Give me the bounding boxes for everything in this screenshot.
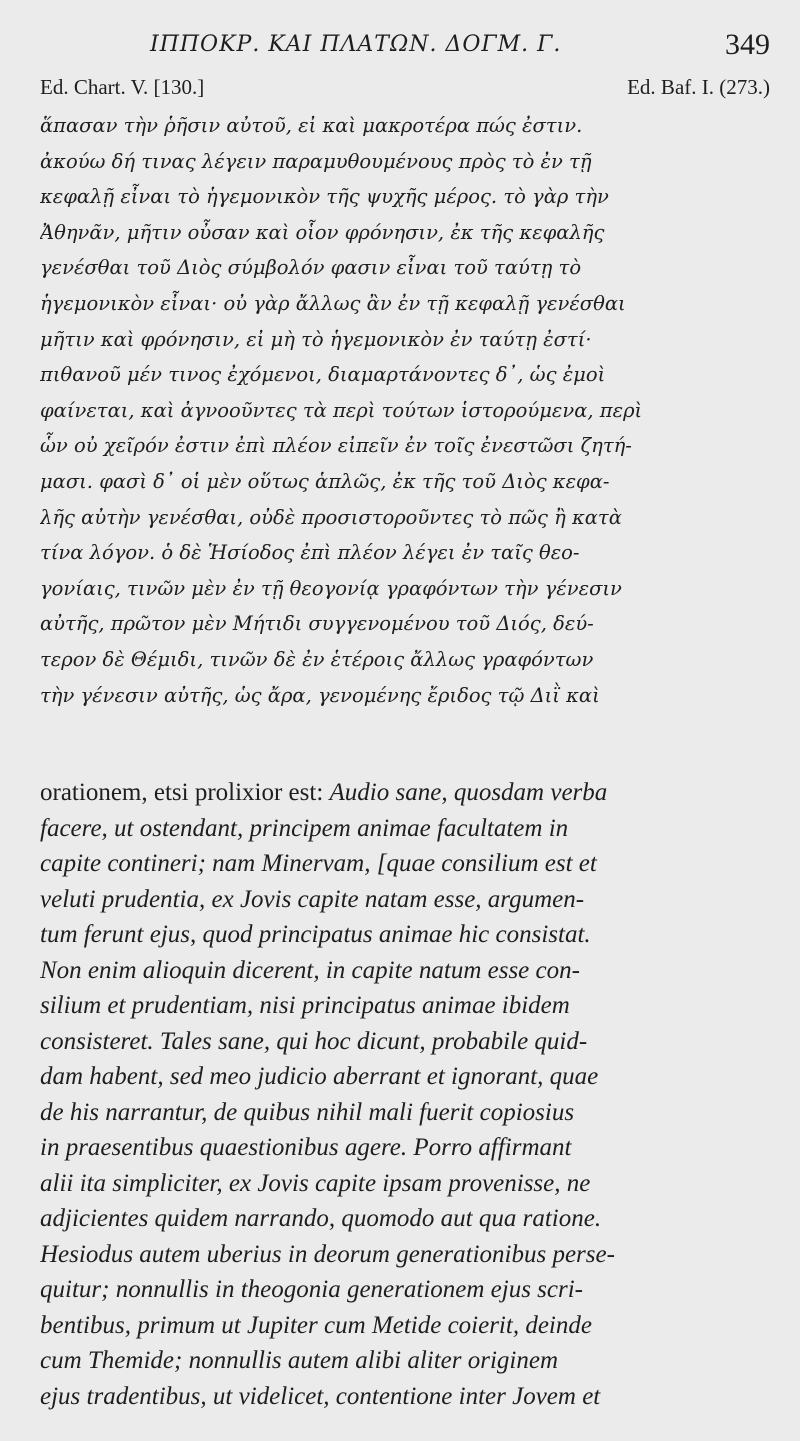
- greek-line: φαίνεται, καὶ ἀγνοοῦντες τὰ περὶ τούτων ἱστορούμενα, περὶ: [40, 398, 643, 422]
- page-number: 349: [725, 28, 770, 61]
- edition-reference-left: Ed. Chart. V. [130.]: [40, 75, 205, 99]
- greek-line: αὐτῆς, πρῶτον μὲν Μήτιδι συγγενομένου τοῦ Διός, δεύ-: [40, 612, 594, 636]
- greek-line: ἀκούω δή τινας λέγειν παραμυθουμένους πρὸς τὸ ἐν τῇ: [40, 149, 592, 173]
- latin-line: consisteret. Tales sane, qui hoc dicunt, probabile quid-: [40, 1027, 588, 1055]
- latin-line: bentibus, primum ut Jupiter cum Metide coierit, deinde: [40, 1311, 592, 1339]
- latin-line: capite contineri; nam Minervam, [quae consilium est et: [40, 850, 597, 877]
- greek-text-block: [40, 108, 770, 713]
- latin-line: silium et prudentiam, nisi principatus animae ibidem: [40, 992, 570, 1019]
- running-title: ΙΠΠΟΚΡ. ΚΑΙ ΠΛΑΤΩΝ. ΔΟΓΜ. Γ.: [150, 32, 562, 57]
- greek-line: γονίαις, τινῶν μὲν ἐν τῇ θεογονίᾳ γραφόντων τὴν γένεσιν: [40, 576, 622, 600]
- greek-line: ὧν οὐ χεῖρόν ἐστιν ἐπὶ πλέον εἰπεῖν ἐν τοῖς ἐνεστῶσι ζητή-: [40, 434, 632, 458]
- edition-reference-right: Ed. Baf. I. (273.): [627, 75, 770, 99]
- greek-line: ἡγεμονικὸν εἶναι· οὐ γὰρ ἄλλως ἂν ἐν τῇ κεφαλῇ γενέσθαι: [40, 291, 626, 315]
- greek-line: ἅπασαν τὴν ῥῆσιν αὐτοῦ, εἰ καὶ μακροτέρα πώς ἐστιν.: [40, 114, 583, 137]
- greek-line: μῆτιν καὶ φρόνησιν, εἰ μὴ τὸ ἡγεμονικὸν ἐν ταύτῃ ἐστί·: [40, 327, 592, 351]
- greek-line: λῆς αὐτὴν γενέσθαι, οὐδὲ προσιστοροῦντες τὸ πῶς ἢ κατὰ: [40, 505, 622, 529]
- latin-first-line: [40, 775, 772, 811]
- latin-line: veluti prudentia, ex Jovis capite natam esse, argumen-: [40, 885, 585, 913]
- latin-line: dam habent, sed meo judicio aberrant et ignorant, quae: [40, 1063, 599, 1090]
- latin-line: in praesentibus quaestionibus agere. Porro affirmant: [40, 1134, 572, 1161]
- greek-line: Ἀθηνᾶν, μῆτιν οὖσαν καὶ οἷον φρόνησιν, ἐκ τῆς κεφαλῆς: [40, 220, 605, 244]
- latin-line: ejus tradentibus, ut videlicet, contentione inter Jovem et: [40, 1382, 601, 1410]
- latin-line: cum Themide; nonnullis autem alibi aliter originem: [40, 1347, 559, 1374]
- page-header: [40, 22, 770, 72]
- latin-line: Hesiodus autem uberius in deorum generationibus perse-: [40, 1240, 615, 1268]
- greek-line: κεφαλῇ εἶναι τὸ ἡγεμονικὸν τῆς ψυχῆς μέρος. τὸ γὰρ τὴν: [40, 185, 609, 209]
- greek-line: τερον δὲ Θέμιδι, τινῶν δὲ ἐν ἑτέροις ἄλλως γραφόντων: [40, 647, 594, 671]
- greek-line: τίνα λόγον. ὁ δὲ Ἡσίοδος ἐπὶ πλέον λέγει ἐν ταῖς θεο-: [40, 541, 580, 565]
- latin-line: adjicientes quidem narrando, quomodo aut qua ratione.: [40, 1205, 602, 1232]
- latin-line: alii ita simpliciter, ex Jovis capite ipsam provenisse, ne: [40, 1169, 591, 1197]
- greek-line: τὴν γένεσιν αὐτῆς, ὡς ἄρα, γενομένης ἔριδος τῷ Διῒ καὶ: [40, 683, 600, 707]
- latin-text-block: [40, 775, 772, 1414]
- latin-line: Non enim alioquin dicerent, in capite natum esse con-: [40, 956, 580, 984]
- greek-line: πιθανοῦ μέν τινος ἐχόμενοι, διαμαρτάνοντες δ᾽, ὡς ἐμοὶ: [40, 363, 606, 387]
- latin-line: tum ferunt ejus, quod principatus animae hic consistat.: [40, 921, 591, 948]
- greek-line: μασι. φασὶ δ᾽ οἱ μὲν οὕτως ἁπλῶς, ἐκ τῆς τοῦ Διὸς κεφα-: [40, 469, 610, 493]
- latin-line: quitur; nonnullis in theogonia generationem ejus scri-: [40, 1276, 584, 1303]
- latin-line: facere, ut ostendant, principem animae facultatem in: [40, 814, 569, 842]
- latin-line: de his narrantur, de quibus nihil mali fuerit copiosius: [40, 1098, 575, 1126]
- latin-first-line-upright: orationem, etsi prolixior est:: [40, 779, 330, 806]
- edition-references: [40, 75, 770, 105]
- greek-line: γενέσθαι τοῦ Διὸς σύμβολόν φασιν εἶναι τοῦ ταύτῃ τὸ: [40, 256, 582, 280]
- latin-first-line-italic: Audio sane, quosdam verba: [329, 779, 608, 806]
